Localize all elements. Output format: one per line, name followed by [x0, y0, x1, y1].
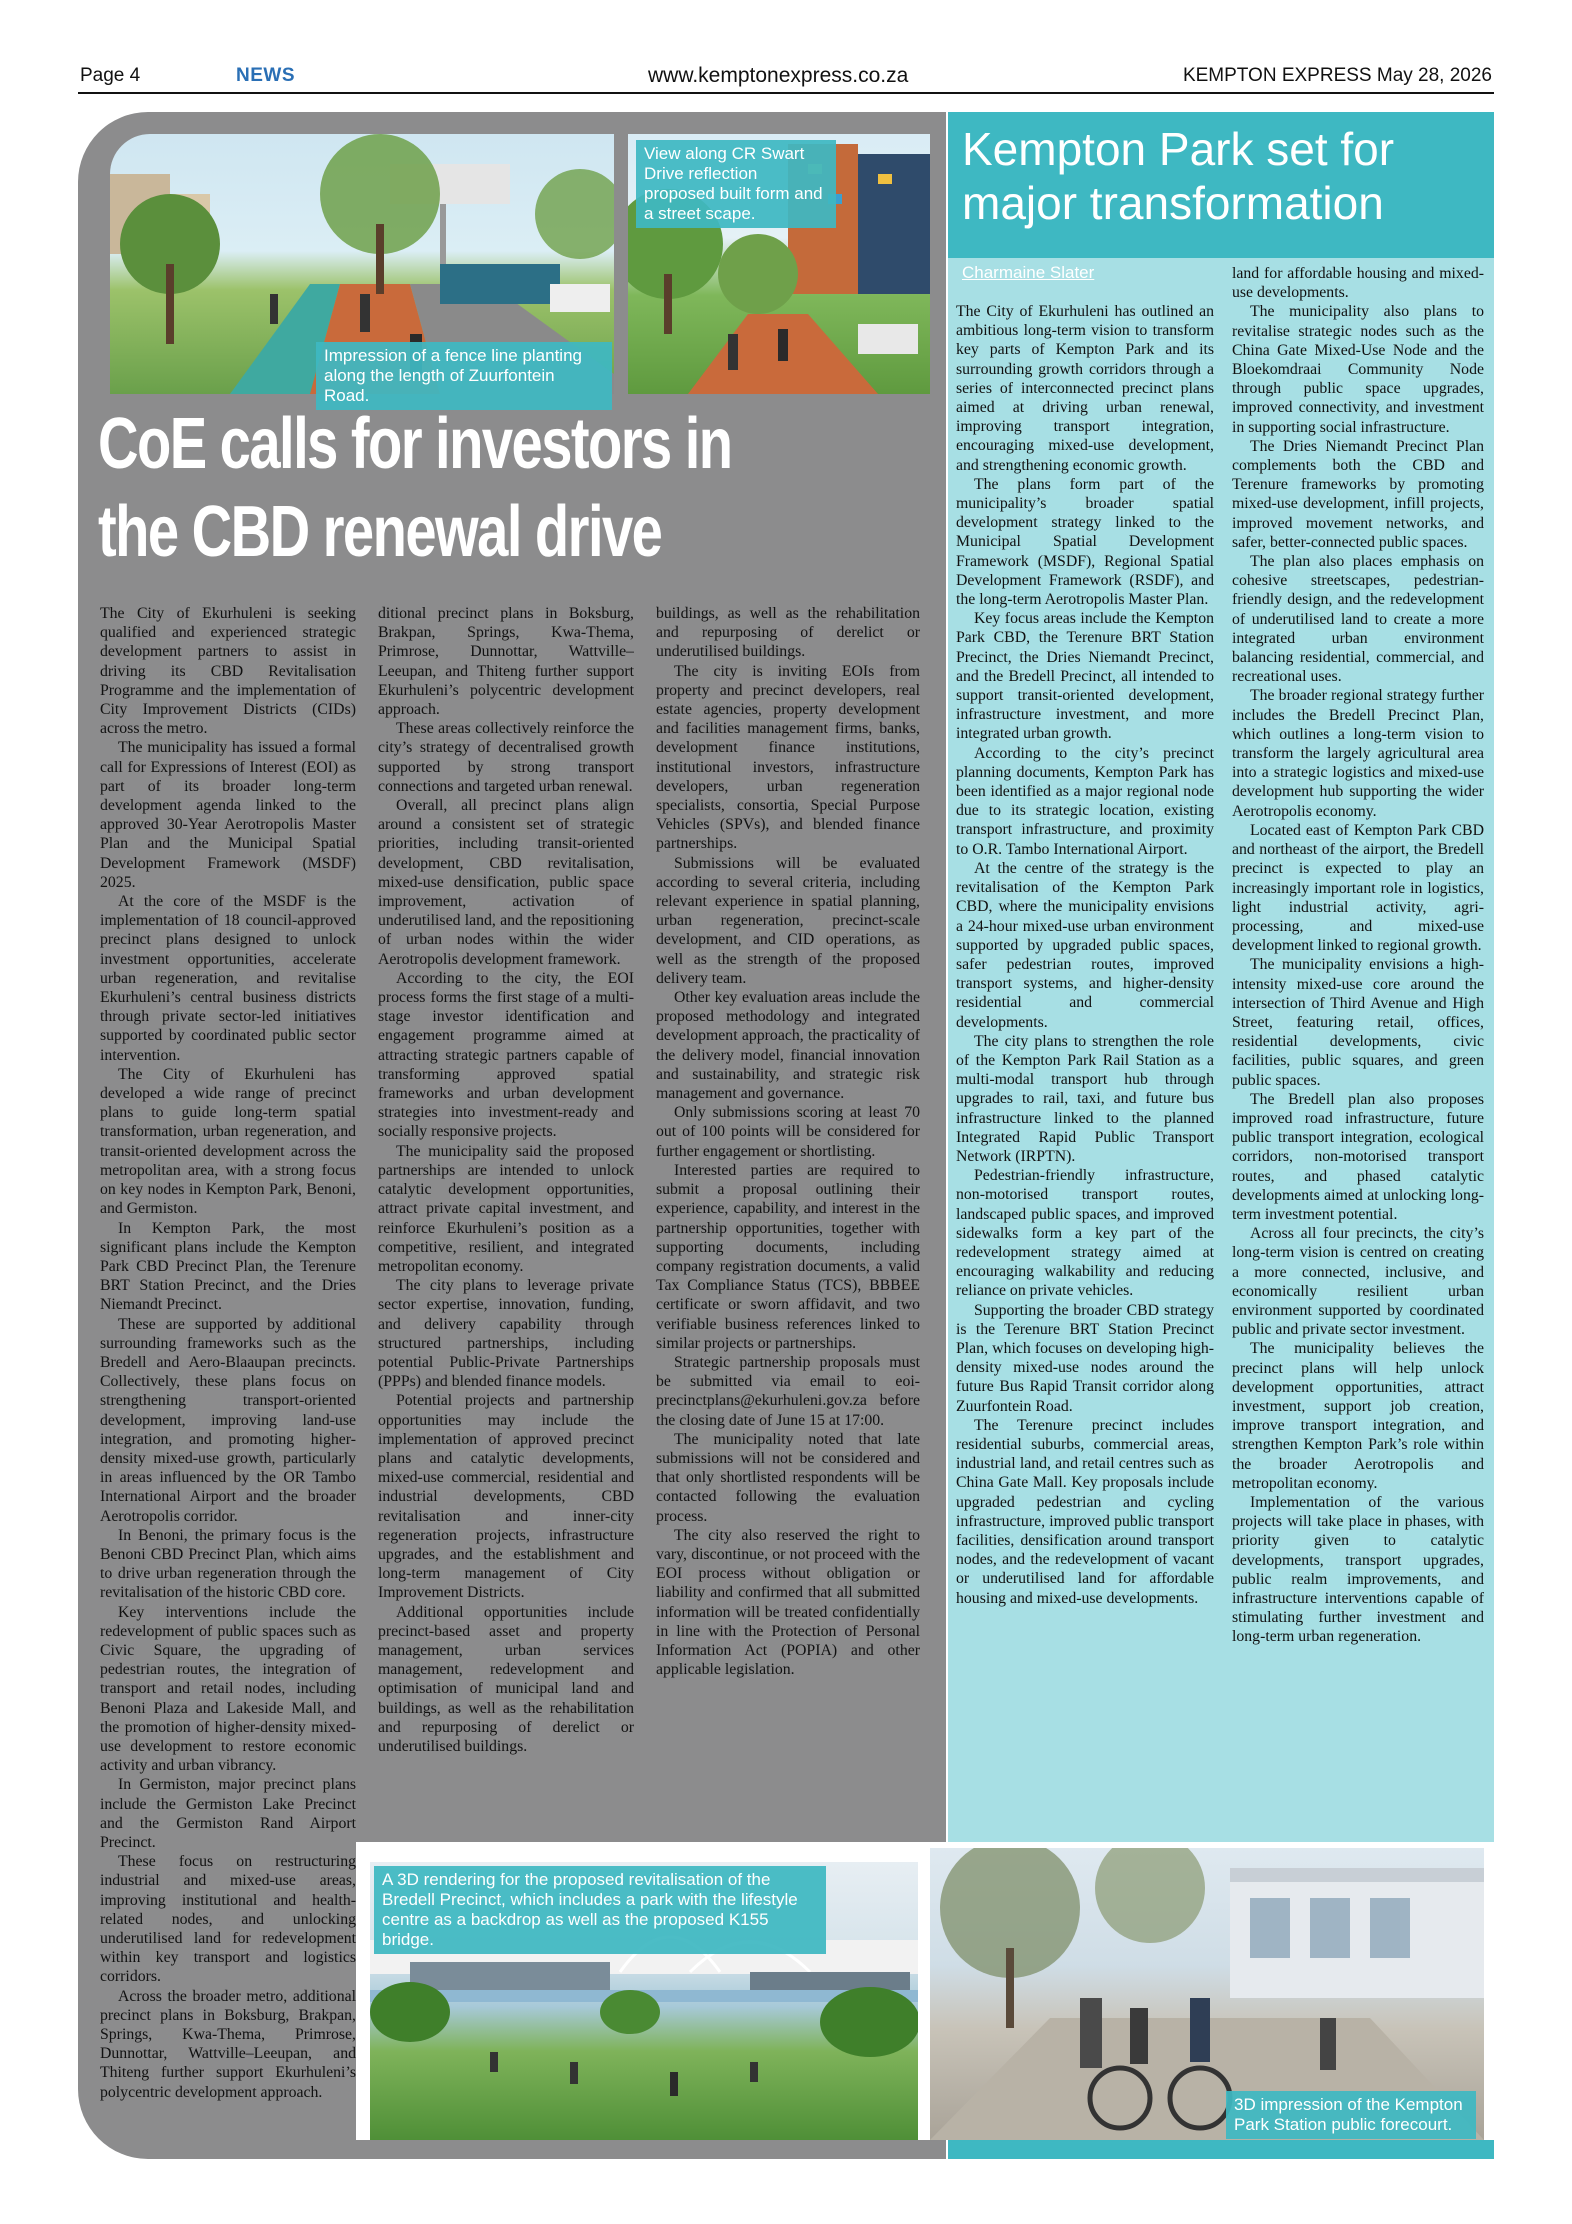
paragraph: Key interventions include the redevelopment of public spaces such as Civic Square, the upgrading of pedestrian routes, the integration of transport and retail nodes, including Benoni Plaza and Lakeside Mall, and the promotion of higher-density mixed-use development to restore economic activity and urban vibrancy.: [100, 1603, 356, 1775]
paragraph: The City of Ekurhuleni has outlined an ambitious long-term vision to transform key parts of Kempton Park and its surrounding growth corridors through a series of interconnected precinct plans aimed at driving urban renewal, improving transport integration, encouraging mixed-use development, and strengthening economic growth.: [956, 303, 1214, 474]
left-headline-line-1: CoE calls for investors in: [98, 404, 732, 484]
paragraph: ditional precinct plans in Boksburg, Brakpan, Springs, Kwa-Thema, Primrose, Dunnottar, Wattville–Leeupan, and Thiteng further support Ekurhuleni’s polycentric development approach.: [378, 605, 634, 719]
paragraph: The Terenure precinct includes residential suburbs, commercial areas, industrial land, and retail centres such as China Gate Mall. Key proposals include upgraded pedestrian and cycling infrastructure, improved public transport facilities, densification around transport nodes, and the redevelopment of vacant or underutilised land for affordable housing and mixed-use developments.: [956, 1416, 1214, 1607]
paragraph: Across the broader metro, additional precinct plans in Boksburg, Brakpan, Springs, Kwa-Thema, Primrose, Dunnottar, Wattville–Leeupan, and Thiteng further support Ekurhuleni’s polycentric development approach.: [100, 1987, 356, 2101]
paragraph: Located east of Kempton Park CBD and northeast of the airport, the Bredell precinct is expected to play an increasingly important role in logistics, light industrial activity, agri-processing, and mixed-use development linked to regional growth.: [1232, 821, 1484, 955]
paragraph: At the core of the MSDF is the implementation of 18 council-approved precinct plans designed to unlock investment opportunities, accelerate urban regeneration, and revitalise Ekurhuleni’s central business districts through private sector-led initiatives supported by coordinated public sector intervention.: [100, 893, 356, 1064]
paragraph: The city plans to strengthen the role of the Kempton Park Rail Station as a multi-modal transport hub through upgrades to rail, taxi, and future bus infrastructure linked to the planned Integrated Rapid Public Transport Network (IRPTN).: [956, 1032, 1214, 1165]
left-story-column-2: [378, 604, 634, 1844]
page-number: Page 4: [80, 65, 141, 86]
kempton-park-station-caption: 3D impression of the Kempton Park Station public forecourt.: [1226, 2091, 1476, 2139]
left-story-column-1: [100, 604, 356, 2152]
paragraph: Strategic partnership proposals must be submitted via email to eoi-precinctplans@ekurhuleni.gov.za before the closing date of June 15 at 17:00.: [656, 1353, 920, 1429]
paragraph: Pedestrian-friendly infrastructure, non-motorised transport routes, landscaped public spaces, and improved sidewalks form a key part of the redevelopment strategy aimed at encouraging walkability and reducing reliance on private vehicles.: [956, 1167, 1214, 1300]
section-label: NEWS: [236, 65, 295, 86]
paragraph: buildings, as well as the rehabilitation and repurposing of derelict or underutilised buildings.: [656, 605, 920, 661]
paragraph: According to the city, the EOI process forms the first stage of a multi-stage investor identification and engagement programme aimed at attracting strategic partners capable of transforming approved spatial frameworks and urban development strategies into investment-ready and socially responsive projects.: [378, 969, 634, 1141]
paragraph: These focus on restructuring industrial and mixed-use areas, improving institutional and health-related nodes, and unlocking underutilised land for redevelopment within key transport and logistics corridors.: [100, 1853, 356, 1986]
paragraph: In Germiston, major precinct plans include the Germiston Lake Precinct and the Germiston Rand Airport Precinct.: [100, 1776, 356, 1851]
paragraph: Across all four precincts, the city’s long-term vision is centred on creating a more connected, inclusive, and economically resilient urban environment supported by coordinated public and private sector investment.: [1232, 1225, 1484, 1339]
paragraph: In Kempton Park, the most significant plans include the Kempton Park CBD Precinct Plan, the Terenure BRT Station Precinct, and the Dries Niemandt Precinct.: [100, 1219, 356, 1314]
bredell-precinct-caption: A 3D rendering for the proposed revitalisation of the Bredell Precinct, which includes a park with the lifestyle centre as a backdrop as well as the proposed K155 bridge.: [374, 1866, 826, 1954]
paragraph: Key focus areas include the Kempton Park CBD, the Terenure BRT Station Precinct, the Dries Niemandt Precinct, and the Bredell Precinct, all intended to support transit-oriented development, infrastructure investment, and more integrated urban growth.: [956, 610, 1214, 743]
cr-swart-drive-caption: View along CR Swart Drive reflection proposed built form and a street scape.: [636, 140, 836, 228]
byline: Charmaine Slater: [962, 263, 1095, 282]
paragraph: The municipality envisions a high-intensity mixed-use core around the intersection of Third Avenue and High Street, featuring retail, offices, residential developments, civic facilities, public squares, and green public spaces.: [1232, 956, 1484, 1089]
paragraph: The municipality believes the precinct plans will help unlock development opportunities, attract investment, support job creation, improve transport integration, and strengthen Kempton Park’s role within the broader Aerotropolis and metropolitan economy.: [1232, 1340, 1484, 1492]
left-headline-line-2: the CBD renewal drive: [98, 492, 662, 572]
paragraph: The Dries Niemandt Precinct Plan complements both the CBD and Terenure frameworks by promoting mixed-use development, infill projects, improved movement networks, and safer, better-connected public spaces.: [1232, 437, 1484, 551]
paragraph: The plan also places emphasis on cohesive streetscapes, pedestrian-friendly design, and the redevelopment of underutilised land to create a more integrated urban environment balancing residential, commercial, and recreational uses.: [1232, 553, 1484, 686]
paragraph: The plans form part of the municipality’s broader spatial development strategy linked to the Municipal Spatial Development Framework (MSDF), Regional Spatial Development Framework (RSDF), and the long-term Aerotropolis Master Plan.: [956, 475, 1214, 609]
paragraph: The broader regional strategy further includes the Bredell Precinct Plan, which outlines a long-term vision to transform the largely agricultural area into a strategic logistics and mixed-use development hub supporting the wider Aerotropolis economy.: [1232, 687, 1484, 820]
publication-date: KEMPTON EXPRESS May 28, 2026: [1182, 65, 1492, 86]
paragraph: Potential projects and partnership opportunities may include the implementation of approved precinct plans and catalytic developments, mixed-use commercial, residential and industrial developments, CBD revitalisation and inner-city regeneration projects, infrastructure upgrades, and the establishment and long-term management of City Improvement Districts.: [378, 1392, 634, 1602]
paragraph: These are supported by additional surrounding frameworks such as the Bredell and Aero-Blaaupan precincts. Collectively, these plans focus on strengthening transport-oriented development, improving land-use integration, and promoting higher-density mixed-use growth, particularly in areas influenced by the OR Tambo International Airport and the broader Aerotropolis corridor.: [100, 1315, 356, 1525]
paragraph: The Bredell plan also proposes improved road infrastructure, future public transport integration, ecological corridors, non-motorised transport routes, and phased catalytic developments aimed at unlocking long-term investment potential.: [1232, 1090, 1484, 1223]
zuurfontein-road-caption: Impression of a fence line planting along the length of Zuurfontein Road.: [316, 342, 612, 410]
paragraph: These areas collectively reinforce the city’s strategy of decentralised growth supported by strong transport connections and targeted urban renewal.: [378, 720, 634, 795]
paragraph: The City of Ekurhuleni has developed a wide range of precinct plans to guide long-term spatial transformation, urban regeneration, and transit-oriented development across the metropolitan area, with a strong focus on key nodes in Kempton Park, Benoni, and Germiston.: [100, 1065, 356, 1218]
paragraph: The municipality noted that late submissions will not be considered and that only shortlisted respondents will be contacted following the evaluation process.: [656, 1430, 920, 1525]
paragraph: According to the city’s precinct planning documents, Kempton Park has been identified as a major regional node due to its strategic location, existing transport infrastructure, and proximity to O.R. Tambo International Airport.: [956, 744, 1214, 858]
paragraph: The municipality said the proposed partnerships are intended to unlock catalytic development opportunities, attract private capital investment, and reinforce Ekurhuleni’s position as a competitive, resilient, and integrated metropolitan economy.: [378, 1142, 634, 1275]
paragraph: Supporting the broader CBD strategy is the Terenure BRT Station Precinct Plan, which focuses on developing high-density mixed-use nodes around the future Bus Rapid Transit corridor along Zuurfontein Road.: [956, 1301, 1214, 1415]
paragraph: Interested parties are required to submit a proposal outlining their experience, capability, and interest in the partnership opportunities, together with supporting documents, including company registration documents, a valid Tax Compliance Status (TCS), BBBEE certificate or sworn affidavit, and two verifiable business references linked to similar projects or partnerships.: [656, 1161, 920, 1352]
header-rule: [78, 92, 1494, 94]
paragraph: Other key evaluation areas include the proposed methodology and integrated development approach, the practicality of the delivery model, financial innovation and sustainability, and strategic risk management and governance.: [656, 989, 920, 1103]
paragraph: The municipality also plans to revitalise strategic nodes such as the China Gate Mixed-Use Node and the Bloekomdraai Community Node through public space upgrades, improved connectivity, and investment in supporting social infrastructure.: [1232, 303, 1484, 436]
paragraph: Implementation of the various projects will take place in phases, with priority given to catalytic developments, transport upgrades, public realm improvements, and infrastructure interventions capable of stimulating further investment and long-term urban regeneration.: [1232, 1494, 1484, 1646]
paragraph: Overall, all precinct plans align around a consistent set of strategic priorities, including transit-oriented development, CBD revitalisation, mixed-use densification, public space improvement, activation of underutilised land, and the repositioning of urban nodes within the wider Aerotropolis development framework.: [378, 797, 634, 968]
site-url[interactable]: www.kemptonexpress.co.za: [648, 64, 909, 87]
paragraph: Submissions will be evaluated according to several criteria, including relevant experience in spatial planning, urban regeneration, precinct-scale development, and CID operations, as well as the strength of the proposed delivery team.: [656, 854, 920, 987]
paragraph: The city is inviting EOIs from property and precinct developers, real estate agencies, property development and facilities management firms, banks, development finance institutions, institutional investors, infrastructure developers, urban regeneration specialists, consortia, Special Purpose Vehicles (SPVs), and blended finance partnerships.: [656, 662, 920, 853]
right-headline: Kempton Park set for major transformation: [962, 123, 1395, 229]
right-story-column-2: [1232, 264, 1484, 1838]
paragraph: The city plans to leverage private sector expertise, innovation, funding, and delivery capability through structured partnerships, including potential Public-Private Partnerships (PPPs) and blended finance models.: [378, 1277, 634, 1391]
paragraph: The city also reserved the right to vary, discontinue, or not proceed with the EOI process without obligation or liability and confirmed that all submitted information will be treated confidentially in line with the Protection of Personal Information Act (POPIA) and other applicable legislation.: [656, 1526, 920, 1679]
paragraph: The municipality has issued a formal call for Expressions of Interest (EOI) as part of its broader long-term development agenda linked to the approved 30-Year Aerotropolis Master Plan and the Municipal Spatial Development Framework (MSDF) 2025.: [100, 739, 356, 891]
paragraph: Additional opportunities include precinct-based asset and property management, urban services management, redevelopment and optimisation of municipal land and buildings, as well as the rehabilitation and repurposing of derelict or underutilised buildings.: [378, 1603, 634, 1755]
left-story-column-3: [656, 604, 920, 1844]
left-headline: [98, 400, 753, 576]
paragraph: In Benoni, the primary focus is the Benoni CBD Precinct Plan, which aims to drive urban regeneration through the revitalisation of the historic CBD core.: [100, 1526, 356, 1602]
paragraph: The City of Ekurhuleni is seeking qualified and experienced strategic development partners to assist in driving its CBD Revitalisation Programme and the implementation of City Improvement Districts (CIDs) across the metro.: [100, 605, 356, 738]
paragraph: Only submissions scoring at least 70 out of 100 points will be considered for further engagement or shortlisting.: [656, 1104, 920, 1160]
paragraph: At the centre of the strategy is the revitalisation of the Kempton Park CBD, where the municipality envisions a 24-hour mixed-use urban environment supported by upgraded public spaces, safer pedestrian routes, improved transport systems, and higher-density residential and commercial developments.: [956, 859, 1214, 1031]
paragraph: land for affordable housing and mixed-use developments.: [1232, 265, 1484, 302]
right-story-column-1: [956, 302, 1214, 1838]
